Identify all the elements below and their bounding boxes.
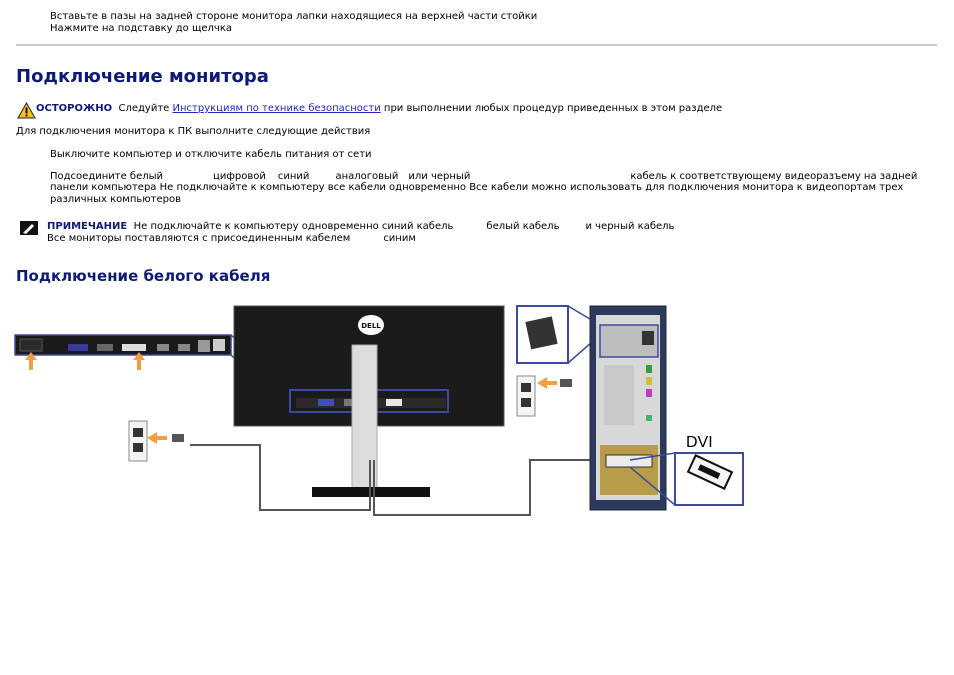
caution-label: ОСТОРОЖНО [36, 103, 113, 114]
wall-outlet-left [129, 421, 147, 461]
note-line-2 [47, 233, 416, 245]
note-part-a: Не подключайте к компьютеру одновременно синий кабель [133, 221, 454, 232]
dell-logo: DELL [361, 322, 381, 330]
pc-tower [590, 306, 666, 510]
note-pencil-icon [20, 221, 38, 235]
step-2-line-2: панели компьютера Не подключайте к компьютеру все кабели одновременно Все кабели можно использовать для подключения монитора к видеопортам трех [50, 182, 904, 193]
wall-outlet-right [517, 376, 535, 416]
note-line-2b: синим [383, 233, 416, 244]
step-2-part-b: цифровой [213, 171, 266, 182]
note-part-b: белый кабель [486, 221, 560, 232]
monitor-bottom-panel [15, 335, 231, 355]
step-1: Выключите компьютер и отключите кабель питания от сети [50, 149, 372, 160]
step-2-part-e: или черный [408, 171, 471, 182]
step-2-part-c: синий [277, 171, 310, 182]
intro-line-1: Вставьте в пазы на задней стороне монитора лапки находящиеся на верхней части стойки [50, 11, 538, 22]
step-2-part-d: аналоговый [335, 171, 399, 182]
warning-icon [17, 102, 36, 119]
intro-line-2: Нажмите на подставку до щелчка [50, 23, 233, 34]
note-line-1 [47, 221, 674, 233]
dvi-label: DVI [686, 434, 713, 451]
connection-diagram [0, 295, 954, 525]
caution-line [36, 103, 722, 115]
step-2-part-f: кабель к соответствующему видеоразъему на задней [630, 171, 918, 182]
note-part-c: и черный кабель [585, 221, 675, 232]
divider [16, 44, 937, 46]
plug-arrow-right [537, 377, 572, 389]
step-2-line-3: различных компьютеров [50, 194, 182, 205]
caution-text-after: при выполнении любых процедур приведенных в этом разделе [383, 103, 723, 114]
step-2-part-a: Подсоедините белый [50, 171, 164, 182]
plug-arrow-left [147, 432, 184, 444]
lead-paragraph: Для подключения монитора к ПК выполните следующие действия [16, 126, 371, 137]
power-socket-inset [517, 306, 600, 363]
note-line-2a: Все мониторы поставляются с присоединенным кабелем [47, 233, 351, 244]
section-title-white-cable: Подключение белого кабеля [16, 267, 271, 285]
page-title: Подключение монитора [16, 66, 269, 87]
note-label: ПРИМЕЧАНИЕ [47, 221, 128, 232]
power-cable [190, 445, 370, 510]
safety-instructions-link[interactable]: Инструкциям по технике безопасности [172, 103, 381, 114]
caution-text-before: Следуйте [118, 103, 170, 114]
